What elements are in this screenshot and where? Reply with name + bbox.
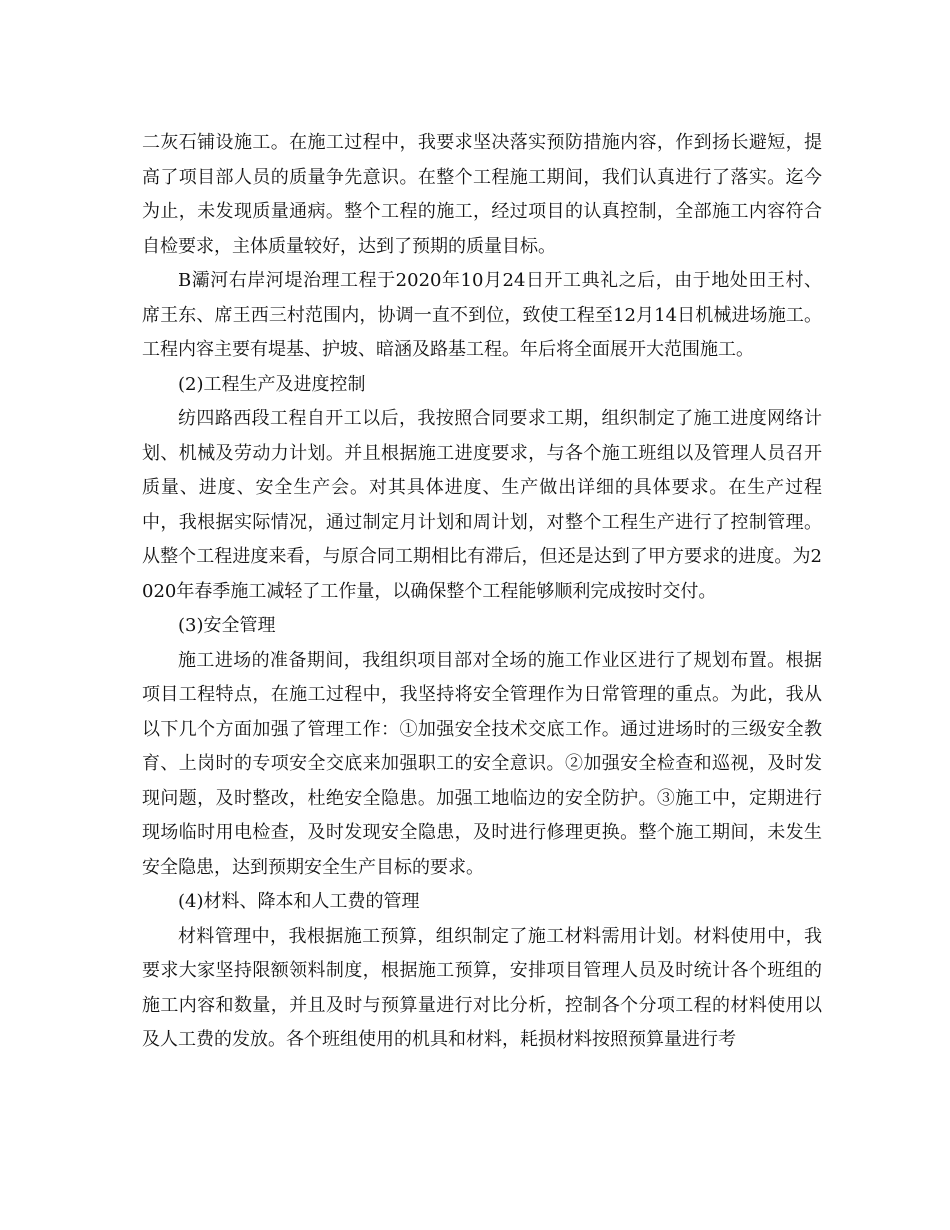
section-heading-progress-control: (2)工程生产及进度控制 [178,373,366,395]
paragraph-quality-continuation: 二灰石铺设施工。在施工过程中，我要求坚决落实预防措施内容，作到扬长避短，提高了项目部人员的质量争先意识。在整个工程施工期间，我们认真进行了落实。迄今为止，未发现质量通病。整个工程的施工，经过项目的认真控制，全部施工内容符合自检要求，主体质量较好，达到了预期的质量目标。 [142,132,822,257]
document-body [142,126,822,1058]
paragraph-bahe-embankment: B灞河右岸河堤治理工程于2020年10月24日开工典礼之后，由于地处田王村、席王东、席王西三村范围内，协调一直不到位，致使工程至12月14日机械进场施工。工程内容主要有堤基、护坡、暗涵及路基工程。年后将全面展开大范围施工。 [142,270,822,360]
paragraph-progress-control: 纺四路西段工程自开工以后，我按照合同要求工期，组织制定了施工进度网络计划、机械及劳动力计划。并且根据施工进度要求，与各个施工班组以及管理人员召开质量、进度、安全生产会。对其具体进度、生产做出详细的具体要求。在生产过程中，我根据实际情况，通过制定月计划和周计划，对整个工程生产进行了控制管理。从整个工程进度来看，与原合同工期相比有滞后，但还是达到了甲方要求的进度。为2020年春季施工减轻了工作量，以确保整个工程能够顺利完成按时交付。 [142,408,822,602]
section-heading-materials-cost: (4)材料、降本和人工费的管理 [178,891,420,912]
section-heading-safety-management: (3)安全管理 [178,615,276,636]
paragraph-materials-cost: 材料管理中，我根据施工预算，组织制定了施工材料需用计划。材料使用中，我要求大家坚持限额领料制度，根据施工预算，安排项目管理人员及时统计各个班组的施工内容和数量，并且及时与预算量进行对比分析，控制各个分项工程的材料使用以及人工费的发放。各个班组使用的机具和材料，耗损材料按照预算量进行考 [142,925,822,1050]
paragraph-safety-management: 施工进场的准备期间，我组织项目部对全场的施工作业区进行了规划布置。根据项目工程特点，在施工过程中，我坚持将安全管理作为日常管理的重点。为此，我从以下几个方面加强了管理工作：①加强安全技术交底工作。通过进场时的三级安全教育、上岗时的专项安全交底来加强职工的安全意识。②加强安全检查和巡视，及时发现问题，及时整改，杜绝安全隐患。加强工地临边的安全防护。③施工中，定期进行现场临时用电检查，及时发现安全隐患，及时进行修理更换。整个施工期间，未发生安全隐患，达到预期安全生产目标的要求。 [142,649,822,878]
